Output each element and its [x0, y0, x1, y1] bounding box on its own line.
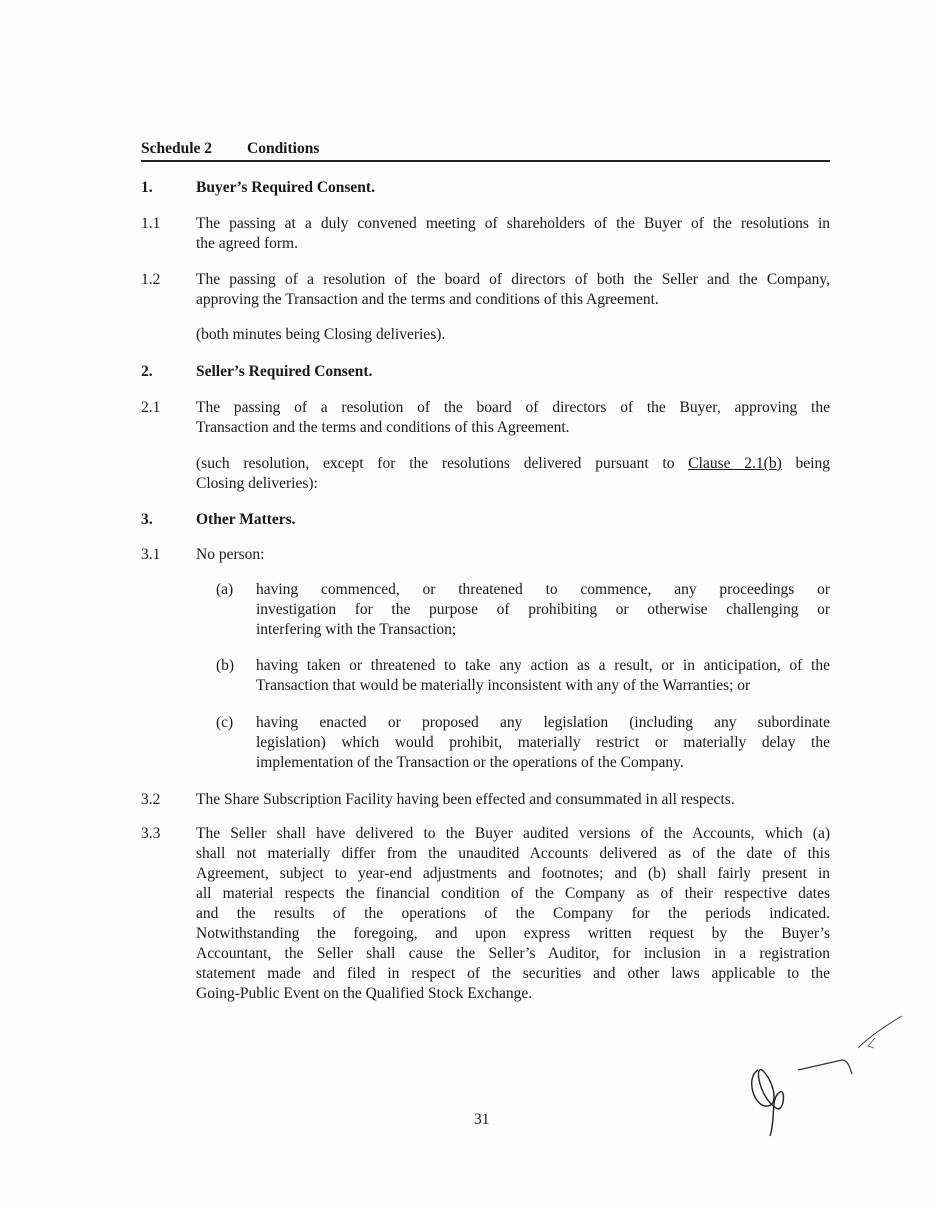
- schedule-number: Schedule 2: [141, 140, 213, 157]
- clause-number: 1.1: [141, 215, 161, 232]
- clause-line: Accountant, the Seller shall cause the Seller’s Auditor, for inclusion in a registration: [196, 945, 830, 962]
- clause-reference-link[interactable]: Clause 2.1(b): [688, 455, 782, 472]
- clause-number: 3.1: [141, 546, 161, 563]
- clause-text: [196, 824, 830, 1004]
- sub-clause-text: [256, 656, 830, 696]
- clause-text: [196, 214, 830, 254]
- clause-line: statement made and filed in respect of the securities and other laws applicable to the: [196, 965, 830, 982]
- section-number: 1.: [141, 179, 153, 196]
- clause-line: The passing of a resolution of the board of directors of both the Seller and the Company,: [196, 271, 830, 288]
- clause-text: [196, 270, 830, 310]
- clause-line: Transaction and the terms and conditions of this Agreement.: [196, 419, 570, 436]
- clause-text: No person:: [196, 546, 265, 563]
- note-pre: (such resolution, except for the resolutions delivered pursuant to: [196, 455, 689, 472]
- clause-line: Going-Public Event on the Qualified Stock Exchange.: [196, 985, 533, 1002]
- sub-clause-label: (c): [216, 714, 234, 731]
- sub-clause-label: (a): [216, 581, 234, 598]
- section-title: Seller’s Required Consent.: [196, 363, 373, 380]
- clause-line: having enacted or proposed any legislation (including any subordinate: [256, 714, 830, 731]
- clause-line: legislation) which would prohibit, materially restrict or materially delay the: [256, 734, 830, 751]
- clause-line: all material respects the financial condition of the Company as of their respective dates: [196, 885, 830, 902]
- clause-line: [196, 454, 830, 474]
- note-text: [196, 454, 830, 494]
- section-number: 2.: [141, 363, 153, 380]
- clause-number: 2.1: [141, 399, 161, 416]
- clause-line: having taken or threatened to take any action as a result, or in anticipation, of the: [256, 657, 830, 674]
- clause-line: The passing of a resolution of the board of directors of the Buyer, approving the: [196, 399, 830, 416]
- clause-line: investigation for the purpose of prohibiting or otherwise challenging or: [256, 601, 830, 618]
- clause-line: Notwithstanding the foregoing, and upon express written request by the Buyer’s: [196, 925, 830, 942]
- signature-mark: [740, 1008, 910, 1143]
- clause-line: The passing at a duly convened meeting of shareholders of the Buyer of the resolutions in: [196, 215, 830, 232]
- clause-number: 3.2: [141, 791, 161, 808]
- clause-number: 1.2: [141, 271, 161, 288]
- section-number: 3.: [141, 511, 153, 528]
- clause-line: and the results of the operations of the Company for the periods indicated.: [196, 905, 830, 922]
- clause-line: Closing deliveries):: [196, 475, 318, 492]
- clause-text: The Share Subscription Facility having been effected and consummated in all respects.: [196, 791, 735, 808]
- clause-line: interfering with the Transaction;: [256, 621, 457, 638]
- page-number: 31: [474, 1111, 490, 1128]
- clause-line: Agreement, subject to year-end adjustments and footnotes; and (b) shall fairly present in: [196, 865, 830, 882]
- schedule-title: Conditions: [247, 140, 320, 157]
- clause-number: 3.3: [141, 825, 161, 842]
- section-title: Other Matters.: [196, 511, 296, 528]
- clause-line: having commenced, or threatened to commence, any proceedings or: [256, 581, 830, 598]
- note-post: being: [781, 455, 830, 472]
- clause-line: Transaction that would be materially inconsistent with any of the Warranties; or: [256, 677, 751, 694]
- sub-clause-text: [256, 580, 830, 640]
- schedule-header: [141, 140, 830, 162]
- clause-line: the agreed form.: [196, 235, 298, 252]
- clause-line: implementation of the Transaction or the operations of the Company.: [256, 754, 684, 771]
- clause-text: [196, 398, 830, 438]
- section-title: Buyer’s Required Consent.: [196, 179, 375, 196]
- clause-line: The Seller shall have delivered to the Buyer audited versions of the Accounts, which (a): [196, 825, 830, 842]
- clause-line: approving the Transaction and the terms and conditions of this Agreement.: [196, 291, 659, 308]
- sub-clause-text: [256, 713, 830, 773]
- clause-line: shall not materially differ from the unaudited Accounts delivered as of the date of this: [196, 845, 830, 862]
- sub-clause-label: (b): [216, 657, 235, 674]
- note-text: (both minutes being Closing deliveries).: [196, 326, 446, 343]
